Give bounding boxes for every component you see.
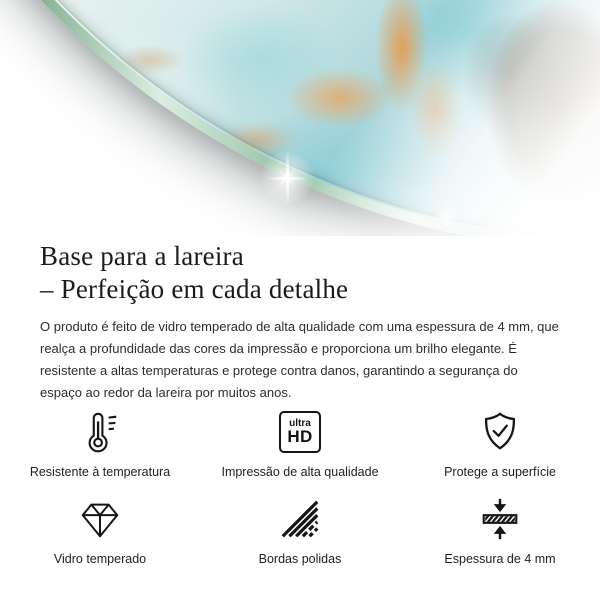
feature-label: Impressão de alta qualidade bbox=[221, 465, 379, 479]
feature-label: Bordas polidas bbox=[258, 552, 342, 566]
thickness-4mm-icon bbox=[477, 495, 523, 543]
page-title-line2: – Perfeição em cada detalhe bbox=[40, 274, 349, 304]
feature-label: Protege a superfície bbox=[444, 465, 556, 479]
ultra-hd-icon bbox=[279, 408, 321, 456]
feature-label: Vidro temperado bbox=[53, 552, 147, 566]
page-title bbox=[40, 240, 560, 306]
feature-thickness bbox=[400, 495, 600, 566]
feature-polished-edges bbox=[200, 495, 400, 566]
product-photo bbox=[0, 0, 600, 236]
diamond-icon bbox=[77, 495, 123, 543]
feature-label: Espessura de 4 mm bbox=[444, 552, 556, 566]
features-grid bbox=[0, 408, 600, 566]
feature-protection bbox=[400, 408, 600, 479]
feature-label: Resistente à temperatura bbox=[29, 465, 171, 479]
page-title-line1: Base para a lareira bbox=[40, 241, 244, 271]
polished-edges-icon bbox=[277, 495, 323, 543]
product-description: O produto é feito de vidro temperado de alta qualidade com uma espessura de 4 mm, que realça a profundidade das cores da impressão e proporciona um brilho elegante. É resistente a altas temperaturas e protege contra danos, garantindo a segurança do espaço ao redor da lareira por muitos anos. bbox=[40, 319, 559, 400]
thermometer-icon bbox=[77, 408, 123, 456]
feature-temperature bbox=[0, 408, 200, 479]
ultra-hd-text-bottom: HD bbox=[287, 427, 313, 446]
shield-check-icon bbox=[477, 408, 523, 456]
feature-print-quality bbox=[200, 408, 400, 479]
ultra-hd-text-top: ultra bbox=[289, 418, 311, 429]
feature-tempered-glass bbox=[0, 495, 200, 566]
